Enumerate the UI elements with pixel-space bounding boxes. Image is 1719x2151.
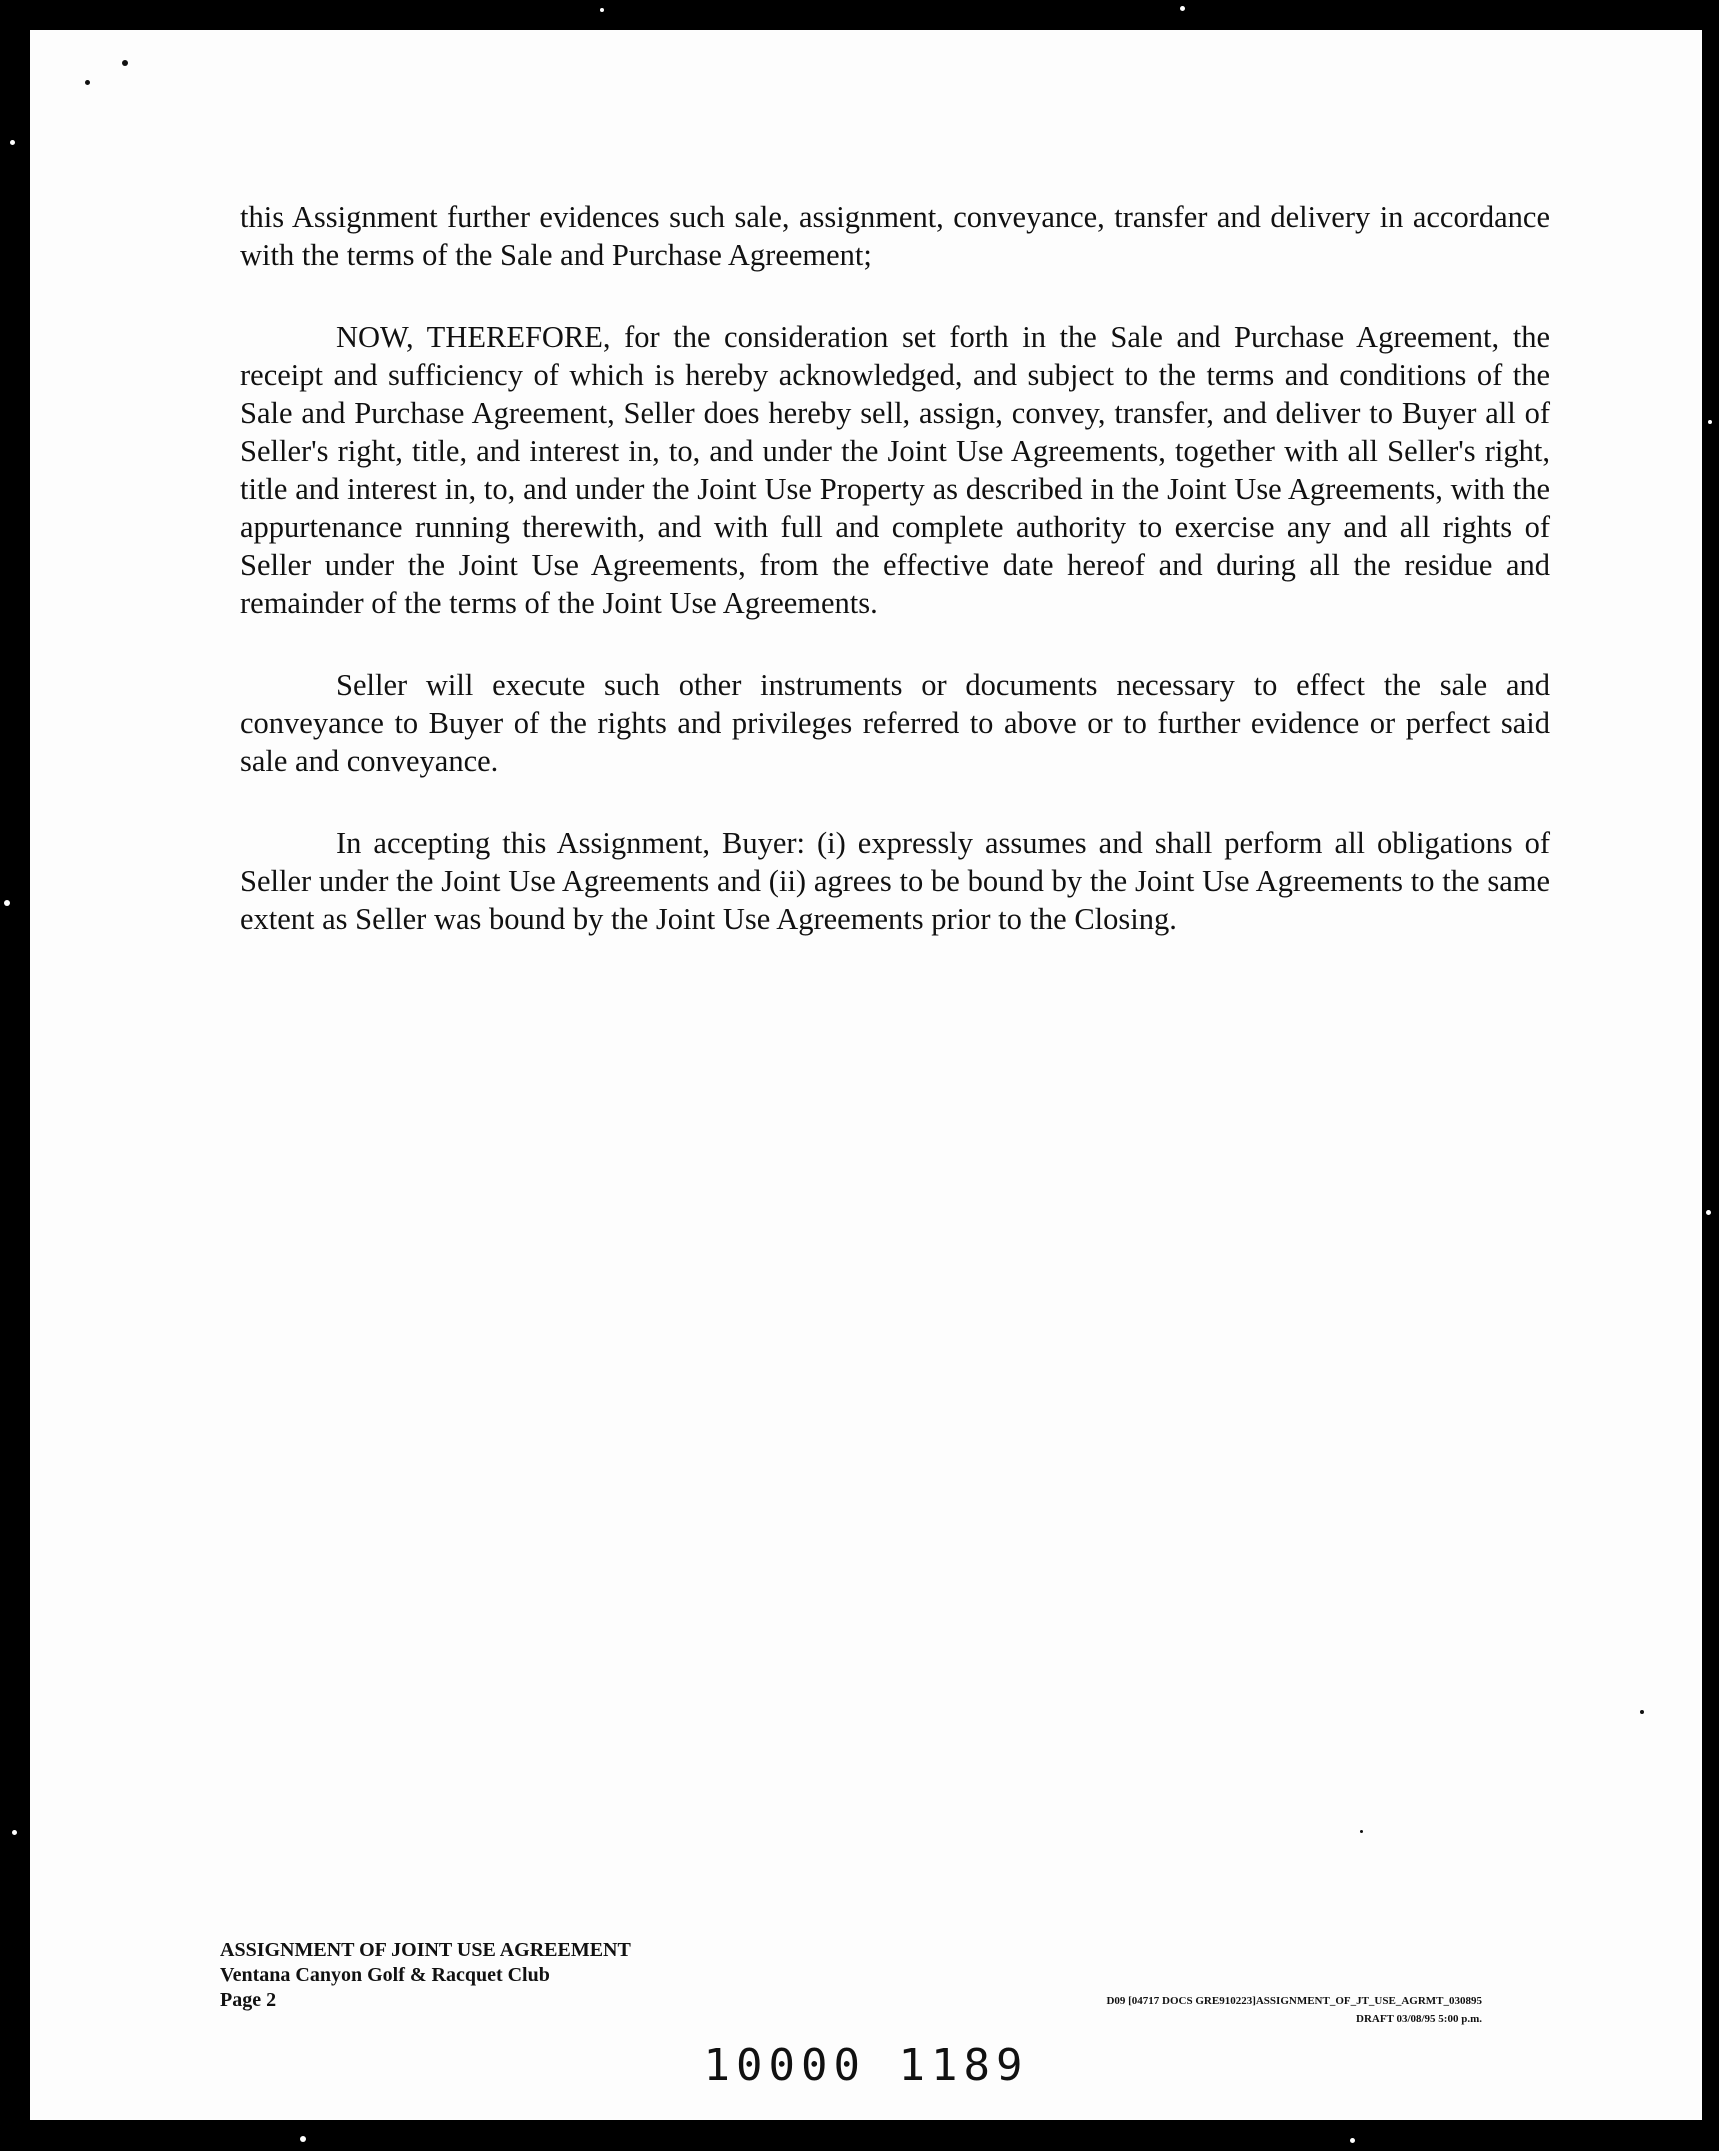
scan-speck xyxy=(1360,1830,1363,1833)
scan-speck xyxy=(10,140,15,145)
scan-speck xyxy=(600,8,604,12)
scan-speck xyxy=(1640,1710,1644,1714)
paragraph-further-instruments: Seller will execute such other instruments or documents necessary to effect the sale and conveyance to Buyer of the rights and privileges referred to above or to further evidence or perfect said sale and conveyance. xyxy=(240,668,1550,778)
bates-number: 10000 1189 xyxy=(703,2040,1029,2091)
footer-draft-date: DRAFT 03/08/95 5:00 p.m. xyxy=(1356,2013,1482,2025)
footer-title: ASSIGNMENT OF JOINT USE AGREEMENT xyxy=(220,1939,631,1961)
scan-speck xyxy=(1706,1210,1711,1215)
scan-speck xyxy=(85,80,90,85)
footer-page-number: Page 2 xyxy=(220,1989,277,2011)
scan-speck xyxy=(1350,2138,1355,2143)
document-page xyxy=(30,30,1702,2120)
paragraph-now-therefore: NOW, THEREFORE, for the consideration set forth in the Sale and Purchase Agreement, the receipt and sufficiency of which is hereby acknowledged, and subject to the terms and conditions of the Sale and Purchase Agreement, Seller does hereby sell, assign, convey, transfer, and deliver to Buyer all of Seller's right, title, and interest in, to, and under the Joint Use Agreements, together with all Seller's right, title and interest in, to, and under the Joint Use Property as described in the Joint Use Agreements, with the appurtenance running therewith, and with full and complete authority to exercise any and all rights of Seller under the Joint Use Agreements, from the effective date hereof and during all the residue and remainder of the terms of the Joint Use Agreements. xyxy=(240,320,1550,620)
paragraph-buyer-acceptance: In accepting this Assignment, Buyer: (i) expressly assumes and shall perform all obligations of Seller under the Joint Use Agreements and (ii) agrees to be bound by the Joint Use Agreements to the same extent as Seller was bound by the Joint Use Agreements prior to the Closing. xyxy=(240,826,1550,936)
footer-club-name: Ventana Canyon Golf & Racquet Club xyxy=(220,1964,550,1986)
scan-speck xyxy=(1708,420,1712,424)
scan-speck xyxy=(300,2136,306,2142)
paragraph-continuation: this Assignment further evidences such sale, assignment, conveyance, transfer and delivery in accordance with the terms of the Sale and Purchase Agreement; xyxy=(240,200,1550,272)
scan-speck xyxy=(4,900,10,906)
scan-speck xyxy=(12,1830,17,1835)
scan-speck xyxy=(122,60,128,66)
document-footer xyxy=(220,1938,631,2013)
footer-doc-path: D09 [04717 DOCS GRE910223]ASSIGNMENT_OF_JT_USE_AGRMT_030895 xyxy=(1106,1995,1482,2007)
document-file-reference xyxy=(1106,1992,1482,2028)
document-body xyxy=(240,198,1550,982)
scan-speck xyxy=(1180,6,1185,11)
